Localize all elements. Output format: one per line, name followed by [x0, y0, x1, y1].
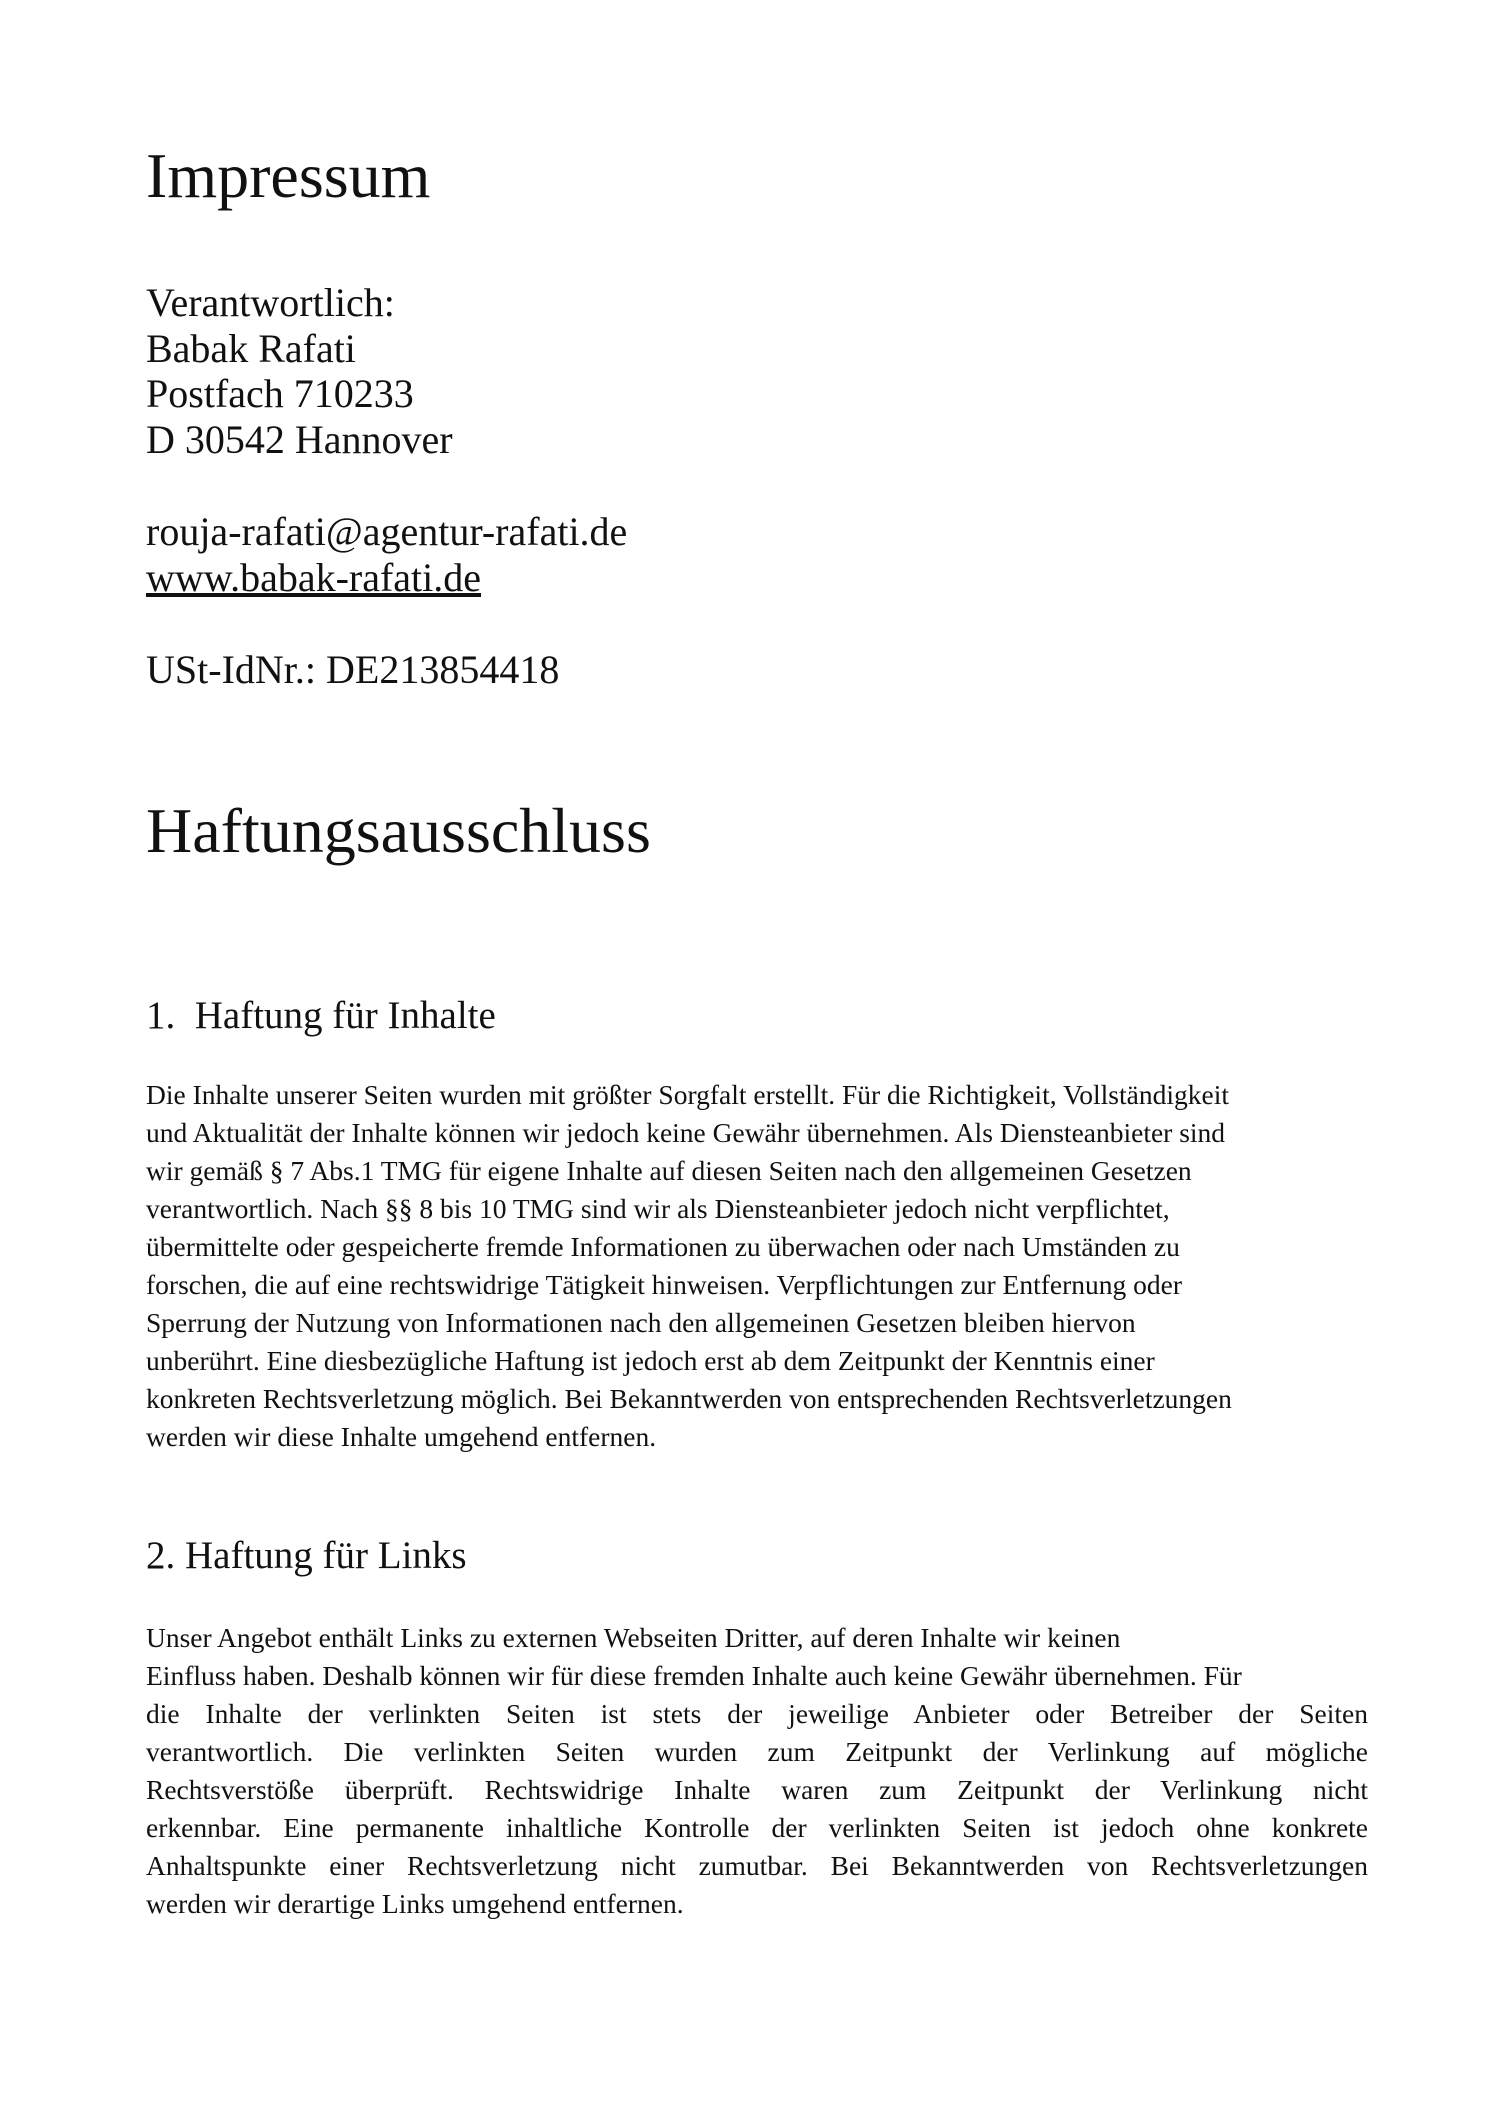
section-heading-content: 1. Haftung für Inhalte: [146, 994, 496, 1037]
paragraph-line: Rechtsverstöße überprüft. Rechtswidrige Inhalte waren zum Zeitpunkt der Verlinkung nicht: [146, 1774, 1368, 1805]
vat-block: [146, 647, 559, 693]
paragraph-line: verantwortlich. Nach §§ 8 bis 10 TMG sind wir als Diensteanbieter jedoch nicht verpflichtet,: [146, 1193, 1170, 1224]
paragraph-line: Unser Angebot enthält Links zu externen Webseiten Dritter, auf deren Inhalte wir keinen: [146, 1622, 1121, 1653]
paragraph-line: werden wir derartige Links umgehend entfernen.: [146, 1888, 684, 1919]
paragraph-line: unberührt. Eine diesbezügliche Haftung ist jedoch erst ab dem Zeitpunkt der Kenntnis einer: [146, 1345, 1155, 1376]
paragraph-line: Anhaltspunkte einer Rechtsverletzung nicht zumutbar. Bei Bekanntwerden von Rechtsverletzungen: [146, 1850, 1368, 1881]
responsible-label: Verantwortlich:: [146, 280, 395, 325]
paragraph-line: Einfluss haben. Deshalb können wir für diese fremden Inhalte auch keine Gewähr übernehmen. Für: [146, 1660, 1242, 1691]
paragraph-line: verantwortlich. Die verlinkten Seiten wurden zum Zeitpunkt der Verlinkung auf mögliche: [146, 1736, 1368, 1767]
paragraph-line: konkreten Rechtsverletzung möglich. Bei Bekanntwerden von entsprechenden Rechtsverletzungen: [146, 1383, 1232, 1414]
impressum-title: Impressum: [146, 140, 431, 211]
online-contact: [146, 509, 627, 600]
contact-email: rouja-rafati@agentur-rafati.de: [146, 509, 628, 554]
paragraph-line: wir gemäß § 7 Abs.1 TMG für eigene Inhalte auf diesen Seiten nach den allgemeinen Gesetzen: [146, 1155, 1192, 1186]
contact-name: Babak Rafati: [146, 325, 356, 371]
vat-id: USt-IdNr.: DE213854418: [146, 647, 560, 692]
contact-city: D 30542 Hannover: [146, 416, 453, 462]
section-paragraph-content: [146, 1076, 1368, 1456]
disclaimer-title: Haftungsausschluss: [146, 795, 651, 866]
paragraph-line: übermittelte oder gespeicherte fremde Informationen zu überwachen oder nach Umständen zu: [146, 1231, 1180, 1262]
section-heading-links: 2. Haftung für Links: [146, 1534, 467, 1577]
website-link[interactable]: www.babak-rafati.de: [146, 554, 482, 600]
paragraph-line: forschen, die auf eine rechtswidrige Tätigkeit hinweisen. Verpflichtungen zur Entfernung oder: [146, 1269, 1182, 1300]
paragraph-line: Sperrung der Nutzung von Informationen nach den allgemeinen Gesetzen bleiben hiervon: [146, 1307, 1136, 1338]
paragraph-line: erkennbar. Eine permanente inhaltliche Kontrolle der verlinkten Seiten ist jedoch ohne konkrete: [146, 1812, 1368, 1843]
paragraph-line: werden wir diese Inhalte umgehend entfernen.: [146, 1421, 657, 1452]
contact-postbox: Postfach 710233: [146, 371, 414, 416]
paragraph-line: Die Inhalte unserer Seiten wurden mit größter Sorgfalt erstellt. Für die Richtigkeit, Vollständigkeit: [146, 1079, 1229, 1110]
contact-block: [146, 280, 453, 462]
paragraph-line: und Aktualität der Inhalte können wir jedoch keine Gewähr übernehmen. Als Diensteanbieter sind: [146, 1117, 1226, 1148]
paragraph-line: die Inhalte der verlinkten Seiten ist stets der jeweilige Anbieter oder Betreiber der Seiten: [146, 1698, 1368, 1729]
section-paragraph-links: [146, 1619, 1368, 1923]
